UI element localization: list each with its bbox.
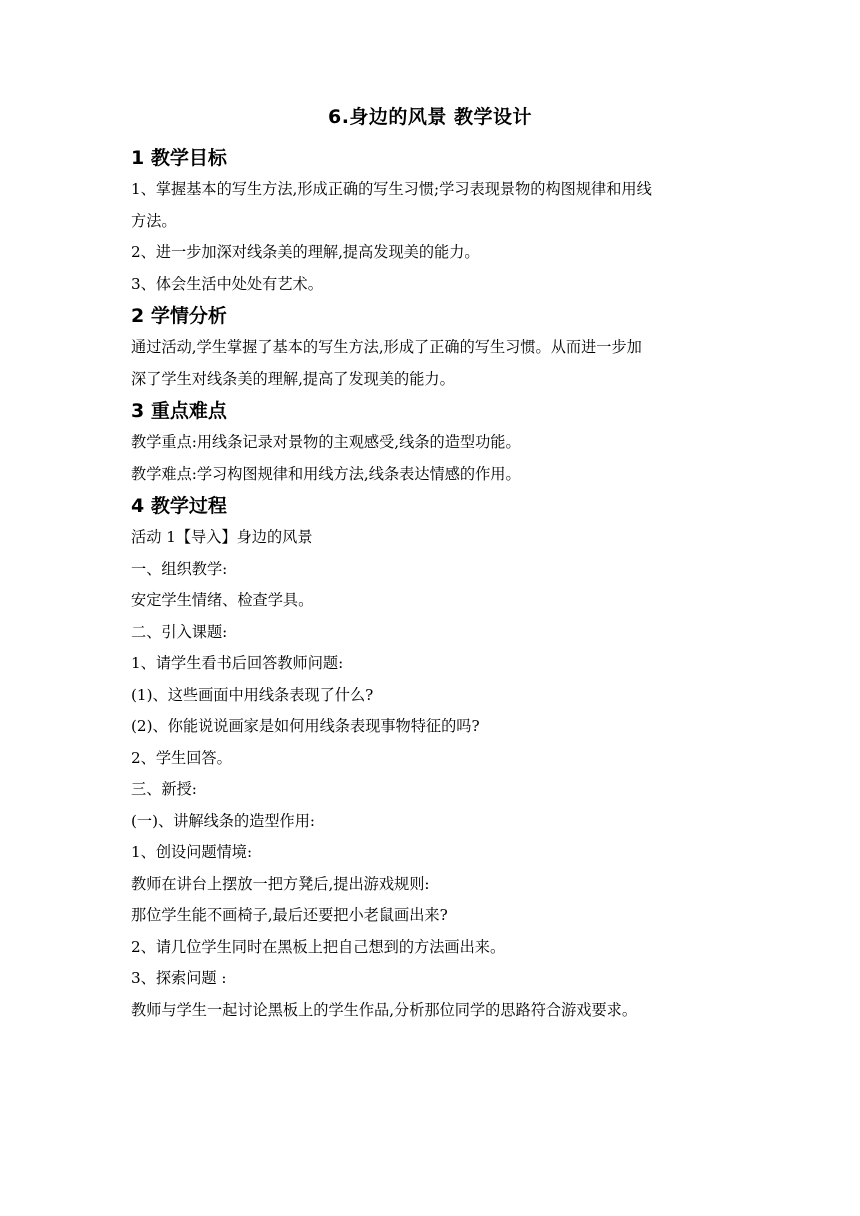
paragraph: 2、学生回答。 bbox=[131, 748, 232, 767]
paragraph: 1、创设问题情境: bbox=[131, 843, 253, 861]
paragraph: 1、请学生看书后回答教师问题: bbox=[131, 654, 344, 672]
paragraph: 二、引入课题: bbox=[131, 622, 228, 641]
paragraph: 深了学生对线条美的理解,提高了发现美的能力。 bbox=[131, 369, 455, 388]
paragraph: 一、组织教学: bbox=[131, 559, 228, 578]
paragraph: 1、掌握基本的写生方法,形成正确的写生习惯;学习表现景物的构图规律和用线 bbox=[131, 180, 652, 198]
section-heading-objectives: 1 教学目标 bbox=[131, 147, 227, 169]
paragraph: 方法。 bbox=[131, 211, 177, 230]
paragraph: 2、请几位学生同时在黑板上把自己想到的方法画出来。 bbox=[131, 937, 506, 956]
paragraph: (一)、讲解线条的造型作用: bbox=[131, 811, 316, 830]
document-title: 6.身边的风景 教学设计 bbox=[327, 106, 533, 128]
paragraph: 教学重点:用线条记录对景物的主观感受,线条的造型功能。 bbox=[131, 433, 521, 451]
section-heading-process: 4 教学过程 bbox=[131, 495, 227, 517]
paragraph: (2)、你能说说画家是如何用线条表现事物特征的吗? bbox=[131, 717, 480, 735]
paragraph: (1)、这些画面中用线条表现了什么? bbox=[131, 685, 374, 704]
paragraph: 那位学生能不画椅子,最后还要把小老鼠画出来? bbox=[131, 906, 448, 924]
paragraph: 3、体会生活中处处有艺术。 bbox=[131, 274, 323, 293]
paragraph: 3、探索问题 : bbox=[131, 969, 227, 987]
paragraph: 教学难点:学习构图规律和用线方法,线条表达情感的作用。 bbox=[131, 464, 521, 483]
paragraph: 通过活动,学生掌握了基本的写生方法,形成了正确的写生习惯。从而进一步加 bbox=[131, 338, 642, 356]
paragraph: 三、新授: bbox=[131, 780, 197, 798]
paragraph: 安定学生情绪、检查学具。 bbox=[131, 591, 314, 609]
paragraph: 教师在讲台上摆放一把方凳后,提出游戏规则: bbox=[131, 874, 430, 893]
paragraph: 活动 1【导入】身边的风景 bbox=[131, 528, 313, 546]
section-heading-key-points: 3 重点难点 bbox=[131, 400, 227, 422]
section-heading-analysis: 2 学情分析 bbox=[131, 305, 227, 327]
paragraph: 教师与学生一起讨论黑板上的学生作品,分析那位同学的思路符合游戏要求。 bbox=[131, 1000, 638, 1019]
paragraph: 2、进一步加深对线条美的理解,提高发现美的能力。 bbox=[131, 243, 480, 261]
document-body bbox=[131, 142, 731, 1026]
